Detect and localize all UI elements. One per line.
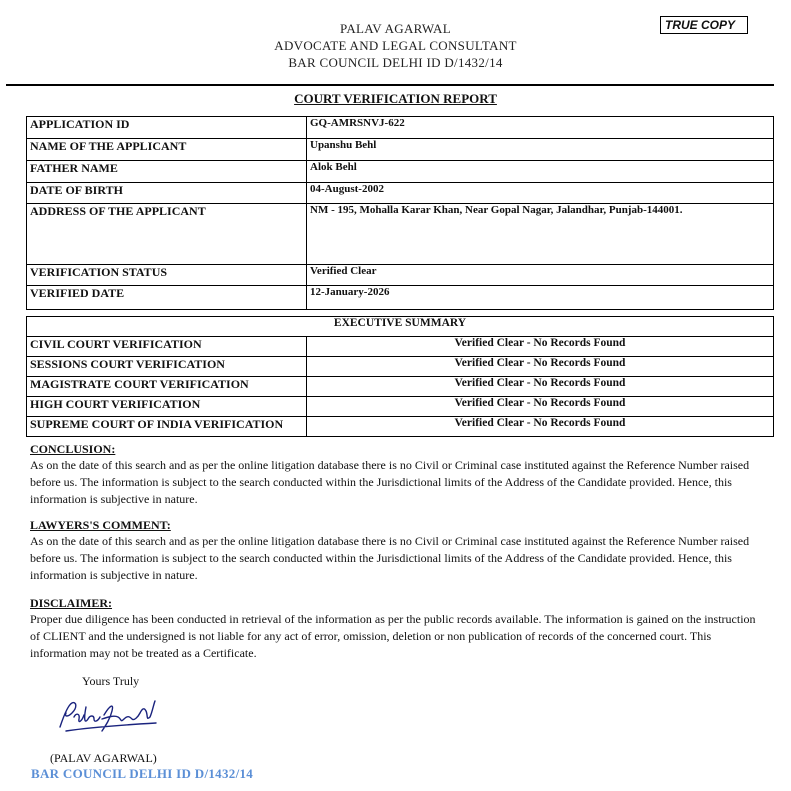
info-label: FATHER NAME [27, 161, 307, 183]
info-value: NM - 195, Mohalla Karar Khan, Near Gopal Nagar, Jalandhar, Punjab-144001. [307, 204, 774, 265]
disclaimer-section [30, 596, 765, 662]
summary-value: Verified Clear - No Records Found [307, 357, 774, 377]
table-row [27, 139, 774, 161]
summary-label: CIVIL COURT VERIFICATION [27, 337, 307, 357]
info-label: VERIFIED DATE [27, 286, 307, 310]
report-title: COURT VERIFICATION REPORT [294, 91, 497, 106]
summary-label: SESSIONS COURT VERIFICATION [27, 357, 307, 377]
info-value: 04-August-2002 [307, 183, 774, 204]
info-value: Upanshu Behl [307, 139, 774, 161]
info-label: VERIFICATION STATUS [27, 265, 307, 286]
summary-label: SUPREME COURT OF INDIA VERIFICATION [27, 417, 307, 437]
table-row [27, 417, 774, 437]
conclusion-section [30, 442, 765, 508]
table-row [27, 204, 774, 265]
info-value: GQ-AMRSNVJ-622 [307, 117, 774, 139]
info-value: 12-January-2026 [307, 286, 774, 310]
table-row [27, 183, 774, 204]
table-row [27, 397, 774, 417]
table-row [27, 117, 774, 139]
summary-heading: EXECUTIVE SUMMARY [27, 317, 774, 337]
table-row [27, 286, 774, 310]
table-row [27, 317, 774, 337]
summary-value: Verified Clear - No Records Found [307, 417, 774, 437]
table-row [27, 377, 774, 397]
yours-truly: Yours Truly [82, 674, 140, 688]
executive-summary-table [26, 316, 774, 437]
table-row [27, 161, 774, 183]
lawyers-comment-body: As on the date of this search and as per the online litigation database there is no Civil or Criminal case instituted against the Reference Number raised before us. The information is subject to the search conducted within the Jurisdictional limits of the Address of the Candidate provided. Hence, this information is subjective in nature. [30, 534, 750, 582]
summary-value: Verified Clear - No Records Found [307, 377, 774, 397]
info-label: DATE OF BIRTH [27, 183, 307, 204]
disclaimer-title: DISCLAIMER: [30, 596, 113, 610]
info-value: Alok Behl [307, 161, 774, 183]
summary-value: Verified Clear - No Records Found [307, 397, 774, 417]
summary-label: MAGISTRATE COURT VERIFICATION [27, 377, 307, 397]
info-value: Verified Clear [307, 265, 774, 286]
lawyers-comment-section [30, 518, 765, 584]
conclusion-body: As on the date of this search and as per the online litigation database there is no Civil or Criminal case instituted against the Reference Number raised before us. The information is subject to the search conducted within the Jurisdictional limits of the Address of the Candidate provided. Hence, this information is subjective in nature. [30, 458, 750, 506]
disclaimer-body: Proper due diligence has been conducted in retrieval of the information as per the public records available. The information is gained on the instruction of CLIENT and the undersigned is not liable for any act of error, omission, deletion or non publication of records of the concerned court. This information may not be treated as a Certificate. [30, 612, 756, 660]
table-row [27, 357, 774, 377]
advocate-name: PALAV AGARWAL [340, 21, 451, 36]
signatory-name: (PALAV AGARWAL) [50, 751, 157, 765]
bar-council-id: BAR COUNCIL DELHI ID D/1432/14 [288, 55, 503, 70]
signature-icon [52, 697, 167, 739]
info-label: NAME OF THE APPLICANT [27, 139, 307, 161]
table-row [27, 337, 774, 357]
table-row [27, 265, 774, 286]
info-label: ADDRESS OF THE APPLICANT [27, 204, 307, 265]
header-divider [6, 84, 774, 86]
info-label: APPLICATION ID [27, 117, 307, 139]
conclusion-title: CONCLUSION: [30, 442, 116, 456]
advocate-designation: ADVOCATE AND LEGAL CONSULTANT [274, 38, 517, 53]
footer-bar-council-id: BAR COUNCIL DELHI ID D/1432/14 [31, 766, 254, 781]
applicant-info-table [26, 116, 774, 310]
summary-value: Verified Clear - No Records Found [307, 337, 774, 357]
lawyers-comment-title: LAWYERS'S COMMENT: [30, 518, 171, 532]
summary-label: HIGH COURT VERIFICATION [27, 397, 307, 417]
true-copy-stamp: TRUE COPY [660, 16, 748, 34]
